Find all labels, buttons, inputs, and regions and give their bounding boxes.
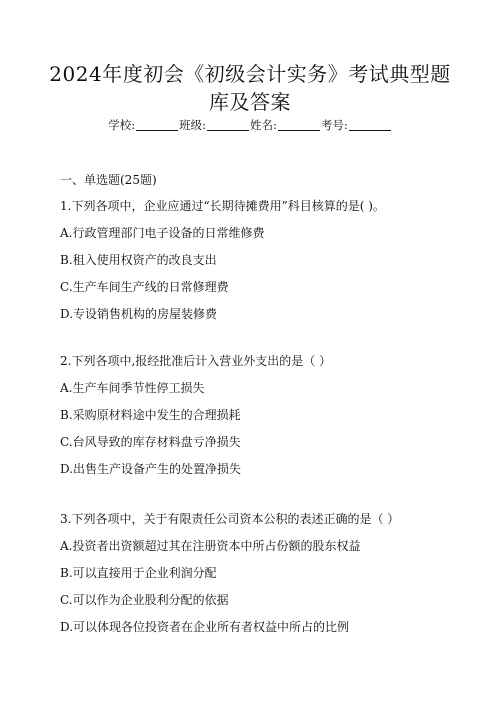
title-line-1: 2024年度初会《初级会计实务》考试典型题 [49,62,451,86]
title-line-2: 库及答案 [209,90,291,114]
option-b: B.租入使用权资产的改良支出 [60,253,217,267]
option-c: C.可以作为企业股利分配的依据 [60,593,229,607]
exam-no-blank [349,119,391,131]
class-label: 班级: [179,118,206,132]
exam-no-label: 考号: [320,118,348,132]
option-a: A.行政管理部门电子设备的日常维修费 [60,226,265,240]
question-stem: 1.下列各项中，企业应通过“长期待摊费用”科目核算的是( )。 [60,199,385,213]
student-info-line [0,117,500,133]
question-1 [60,198,440,322]
option-b: B.采购原材料途中发生的合理损耗 [60,408,241,422]
option-d: D.出售生产设备产生的处置净损失 [60,462,242,476]
class-blank [207,119,249,131]
option-c: C.台风导致的库存材料盘亏净损失 [60,435,241,449]
option-d: D.专设销售机构的房屋装修费 [60,307,218,321]
option-a: A.生产车间季节性停工损失 [60,381,205,395]
option-b: B.可以直接用于企业利润分配 [60,566,217,580]
option-c: C.生产车间生产线的日常修理费 [60,280,229,294]
question-stem: 2.下列各项中,报经批准后计入营业外支出的是（ ） [60,354,332,368]
section-heading: 一、单选题(25题) [60,173,157,187]
question-2 [60,353,440,477]
option-d: D.可以体现各位投资者在企业所有者权益中所占的比例 [60,620,350,634]
school-label: 学校: [108,118,136,132]
question-3 [60,511,440,635]
question-stem: 3.下列各项中，关于有限责任公司资本公积的表述正确的是（ ） [60,512,400,526]
document-title [30,60,470,116]
name-label: 姓名: [250,118,277,132]
name-blank [278,119,320,131]
option-a: A.投资者出资额超过其在注册资本中所占份额的股东权益 [60,539,361,553]
school-blank [136,119,178,131]
